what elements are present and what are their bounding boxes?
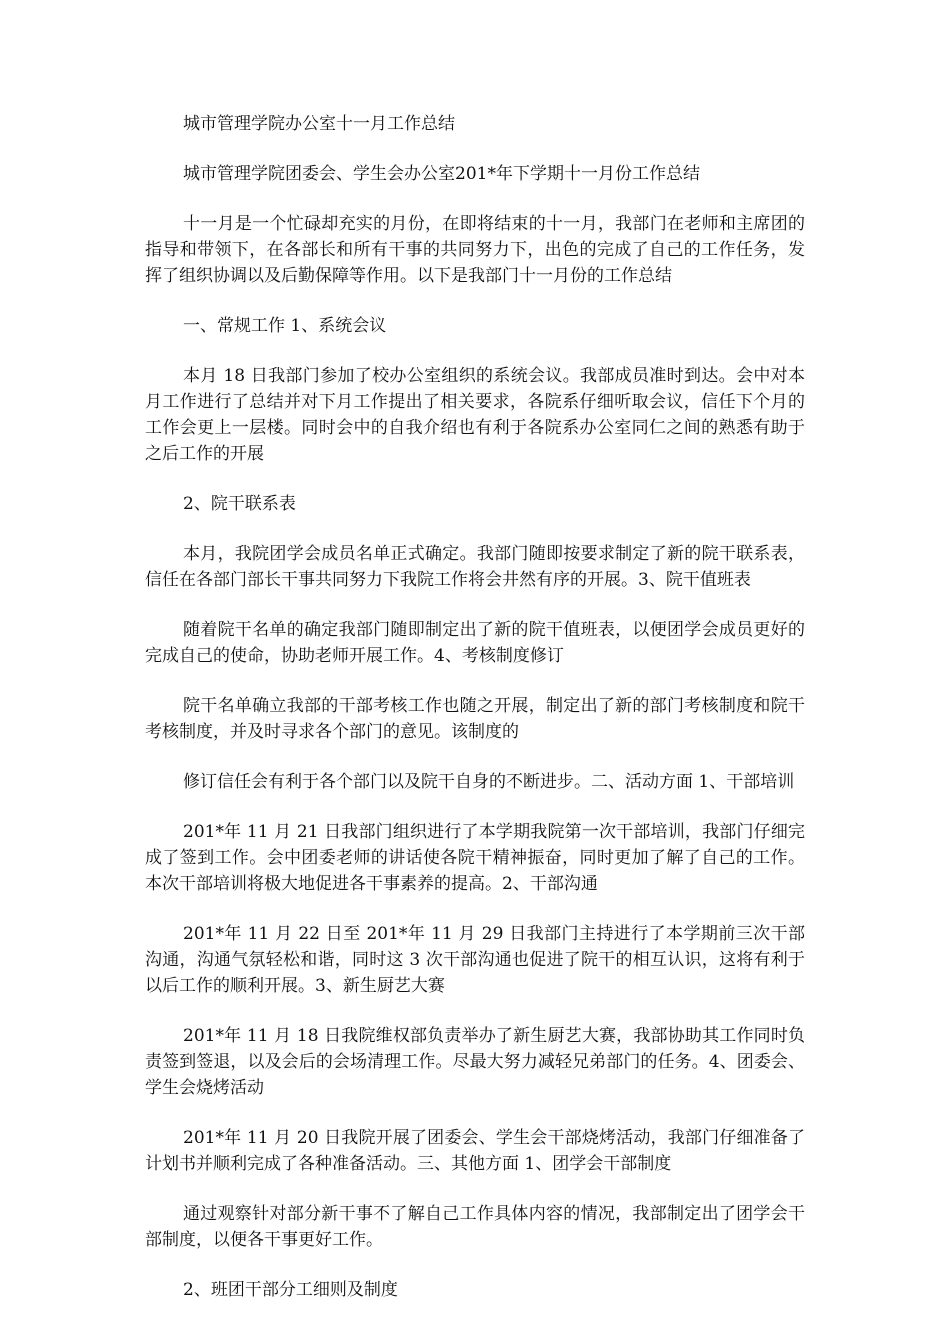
paragraph-cadre-communication: 201*年 11 月 22 日至 201*年 11 月 29 日我部门主持进行了本学期前三次干部沟通，沟通气氛轻松和谐，同时这 3 次干部沟通也促进了院干的相互认识，这将有利于以后工作的顺利开展。3、新生厨艺大赛 (145, 924, 805, 996)
section-heading-routine-work: 一、常规工作 1、系统会议 (183, 316, 387, 336)
paragraph-cadre-system: 通过观察针对部分新干事不了解自己工作具体内容的情况，我部制定出了团学会干部制度，以便各干事更好工作。 (145, 1204, 805, 1250)
paragraph-revision: 修订信任会有利于各个部门以及院干自身的不断进步。二、活动方面 1、干部培训 (183, 772, 795, 792)
paragraph-cooking-contest: 201*年 11 月 18 日我院维权部负责举办了新生厨艺大赛，我部协助其工作同时负责签到签退，以及会后的会场清理工作。尽最大努力减轻兄弟部门的任务。4、团委会、学生会烧烤活动 (145, 1026, 805, 1098)
document-body (145, 111, 805, 1327)
section-heading-class-cadres: 2、班团干部分工细则及制度 (183, 1280, 398, 1300)
paragraph-duty-roster: 随着院干名单的确定我部门随即制定出了新的院干值班表，以便团学会成员更好的完成自己的使命，协助老师开展工作。4、考核制度修订 (145, 620, 805, 666)
paragraph-contact-list: 本月，我院团学会成员名单正式确定。我部门随即按要求制定了新的院干联系表，信任在各部门部长干事共同努力下我院工作将会井然有序的开展。3、院干值班表 (145, 544, 805, 590)
paragraph-barbecue: 201*年 11 月 20 日我院开展了团委会、学生会干部烧烤活动，我部门仔细准备了计划书并顺利完成了各种准备活动。三、其他方面 1、团学会干部制度 (145, 1128, 805, 1174)
document-title: 城市管理学院办公室十一月工作总结 (183, 114, 455, 134)
paragraph-assessment: 院干名单确立我部的干部考核工作也随之开展，制定出了新的部门考核制度和院干考核制度，并及时寻求各个部门的意见。该制度的 (145, 696, 805, 742)
paragraph-intro: 十一月是一个忙碌却充实的月份，在即将结束的十一月，我部门在老师和主席团的指导和带领下，在各部长和所有干事的共同努力下，出色的完成了自己的工作任务，发挥了组织协调以及后勤保障等作用。以下是我部门十一月份的工作总结 (145, 214, 805, 286)
document-subtitle: 城市管理学院团委会、学生会办公室201*年下学期十一月份工作总结 (183, 164, 700, 184)
paragraph-cadre-training: 201*年 11 月 21 日我部门组织进行了本学期我院第一次干部培训，我部门仔细完成了签到工作。会中团委老师的讲话使各院干精神振奋，同时更加了解了自己的工作。本次干部培训将极大地促进各干事素养的提高。2、干部沟通 (145, 822, 805, 894)
paragraph-system-meeting: 本月 18 日我部门参加了校办公室组织的系统会议。我部成员准时到达。会中对本月工作进行了总结并对下月工作提出了相关要求，各院系仔细听取会议，信任下个月的工作会更上一层楼。同时会中的自我介绍也有利于各院系办公室同仁之间的熟悉有助于之后工作的开展 (145, 366, 805, 464)
section-heading-contact-list: 2、院干联系表 (183, 494, 296, 514)
